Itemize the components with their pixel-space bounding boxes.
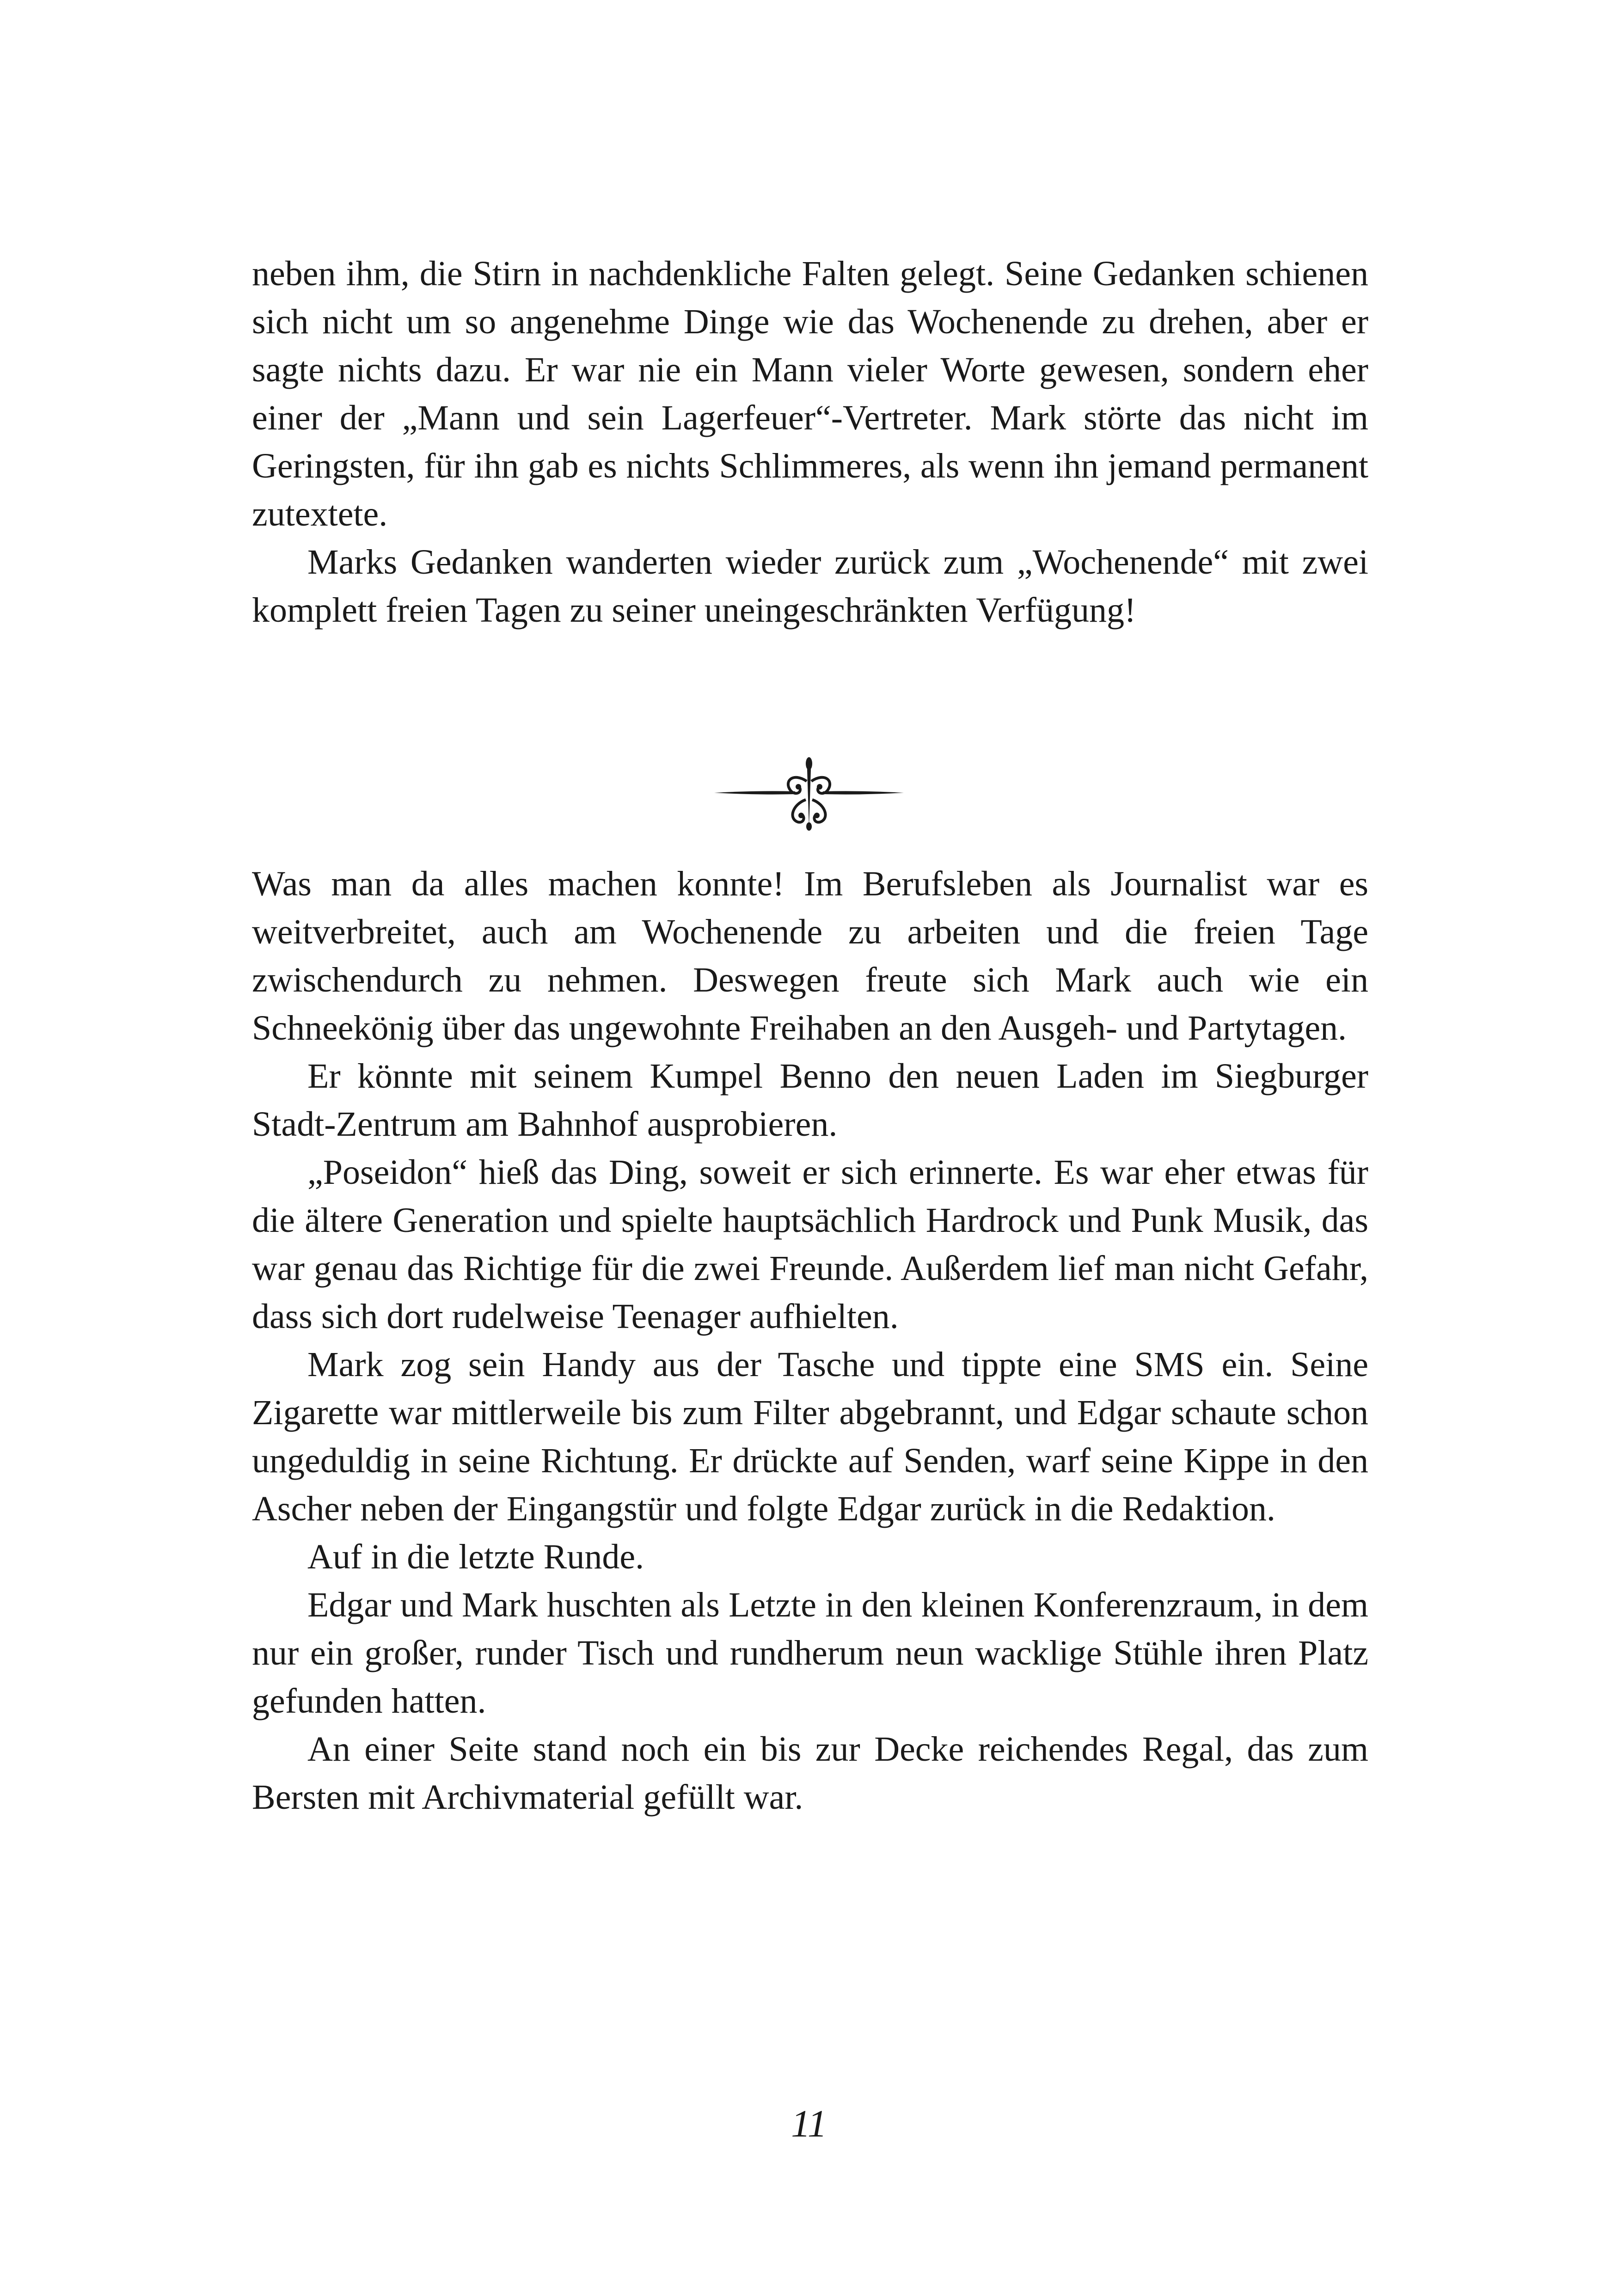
text-section-bottom <box>252 860 1368 1821</box>
page-number: 11 <box>791 2102 827 2145</box>
paragraph: Marks Gedanken wanderten wieder zurück zum „Wochenende“ mit zwei komplett freien Tagen zu seiner uneingeschränkten Verfügung! <box>252 543 1368 630</box>
text-section-top <box>252 250 1368 634</box>
fleuron-divider-icon <box>714 753 904 832</box>
paragraph: Edgar und Mark huschten als Letzte in den kleinen Konferenzraum, in dem nur ein großer, runder Tisch und rundherum neun wacklige Stühle ihren Platz gefunden hatten. <box>252 1586 1368 1720</box>
paragraph: Was man da alles machen konnte! Im Berufsleben als Journalist war es weitverbreitet, auch am Wochenende zu arbeiten und die freien Tage zwischendurch zu nehmen. Deswegen freute sich Mark auch wie ein Schneekönig über das ungewohnte Freihaben an den Ausgeh- und Partytagen. <box>252 864 1368 1047</box>
paragraph: Er könnte mit seinem Kumpel Benno den neuen Laden im Siegburger Stadt-Zentrum am Bahnhof ausprobieren. <box>252 1057 1368 1144</box>
paragraph: neben ihm, die Stirn in nachdenkliche Falten gelegt. Seine Gedanken schienen sich nicht um so angenehme Dinge wie das Wochenende zu drehen, aber er sagte nichts dazu. Er war nie ein Mann vieler Worte gewesen, sondern eher einer der „Mann und sein Lagerfeuer“-Vertreter. Mark störte das nicht im Geringsten, für ihn gab es nichts Schlimmeres, als wenn ihn jemand permanent zutextete. <box>252 254 1368 533</box>
paragraph: An einer Seite stand noch ein bis zur Decke reichendes Regal, das zum Bersten mit Archivmaterial gefüllt war. <box>252 1730 1368 1817</box>
paragraph: Mark zog sein Handy aus der Tasche und tippte eine SMS ein. Seine Zigarette war mittlerweile bis zum Filter abgebrannt, und Edgar schaute schon ungeduldig in seine Richtung. Er drückte auf Senden, warf seine Kippe in den Ascher neben der Eingangstür und folgte Edgar zurück in die Redaktion. <box>252 1345 1368 1528</box>
paragraph: „Poseidon“ hieß das Ding, soweit er sich erinnerte. Es war eher etwas für die ältere Generation und spielte hauptsächlich Hardrock und Punk Musik, das war genau das Richtige für die zwei Freunde. Außerdem lief man nicht Gefahr, dass sich dort rudelweise Teenager aufhielten. <box>252 1153 1368 1336</box>
paragraph: Auf in die letzte Runde. <box>307 1537 644 1576</box>
